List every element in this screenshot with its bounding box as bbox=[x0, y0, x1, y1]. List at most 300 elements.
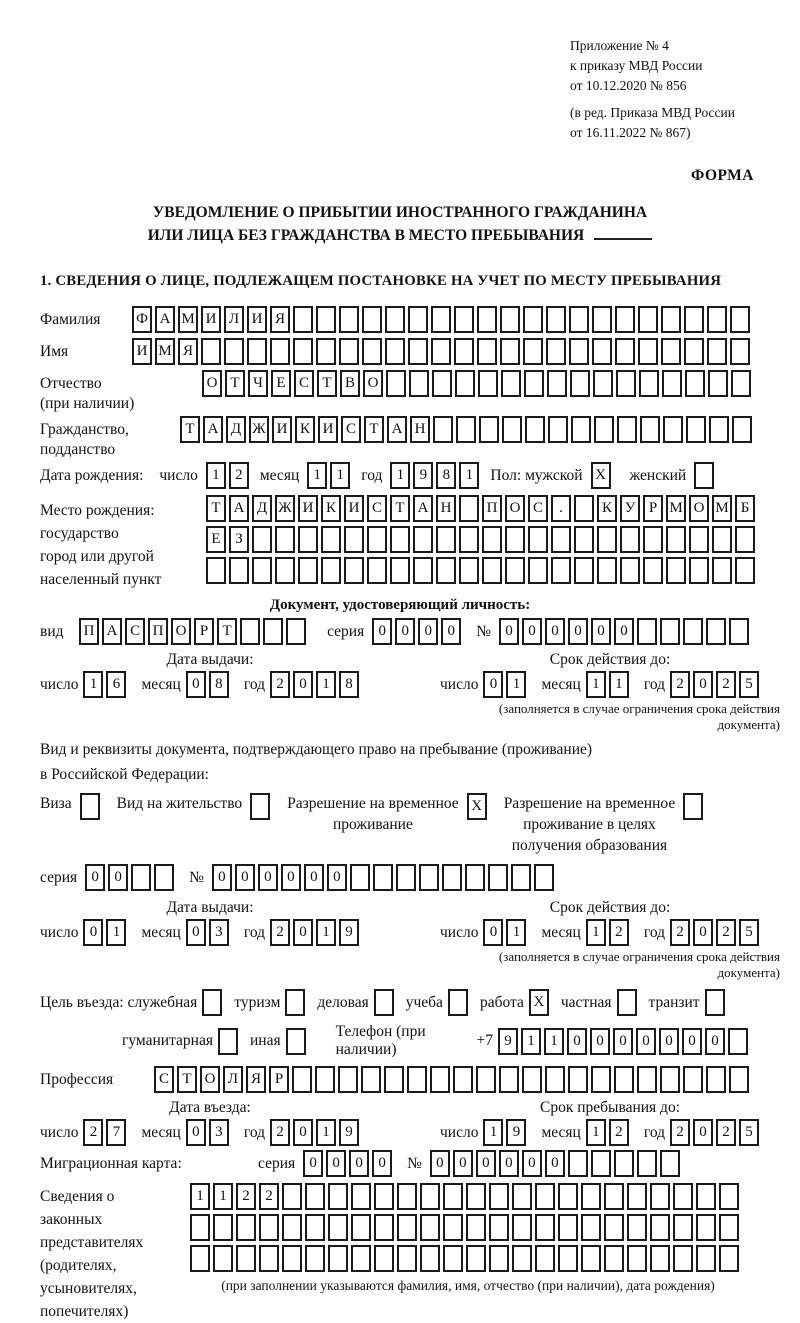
char-box[interactable]: 0 bbox=[326, 1150, 346, 1177]
char-box[interactable] bbox=[321, 557, 341, 584]
char-box[interactable] bbox=[673, 1183, 693, 1210]
char-box[interactable] bbox=[443, 1245, 463, 1272]
char-box[interactable] bbox=[639, 370, 659, 397]
char-box[interactable] bbox=[482, 526, 502, 553]
char-box[interactable] bbox=[315, 1066, 335, 1093]
char-box[interactable] bbox=[571, 416, 591, 443]
char-box[interactable] bbox=[719, 1245, 739, 1272]
char-box[interactable]: Д bbox=[226, 416, 246, 443]
char-box[interactable] bbox=[707, 306, 727, 333]
char-box[interactable]: 1 bbox=[609, 671, 629, 698]
char-box[interactable]: И bbox=[201, 306, 221, 333]
char-box[interactable] bbox=[454, 306, 474, 333]
char-box[interactable] bbox=[316, 338, 336, 365]
char-box[interactable]: 0 bbox=[293, 919, 313, 946]
char-box[interactable]: А bbox=[413, 495, 433, 522]
char-box[interactable] bbox=[263, 618, 283, 645]
char-box[interactable]: 2 bbox=[670, 919, 690, 946]
char-box[interactable]: 9 bbox=[506, 1119, 526, 1146]
char-box[interactable] bbox=[662, 370, 682, 397]
char-box[interactable] bbox=[282, 1214, 302, 1241]
char-box[interactable]: 0 bbox=[186, 1119, 206, 1146]
char-box[interactable] bbox=[643, 557, 663, 584]
char-box[interactable] bbox=[569, 306, 589, 333]
char-box[interactable] bbox=[430, 1066, 450, 1093]
char-box[interactable] bbox=[535, 1214, 555, 1241]
char-box[interactable]: 2 bbox=[236, 1183, 256, 1210]
char-box[interactable] bbox=[293, 338, 313, 365]
char-box[interactable]: 2 bbox=[270, 919, 290, 946]
char-box[interactable]: Р bbox=[194, 618, 214, 645]
char-box[interactable]: И bbox=[272, 416, 292, 443]
char-box[interactable]: 0 bbox=[304, 864, 324, 891]
char-box[interactable] bbox=[385, 306, 405, 333]
char-box[interactable] bbox=[604, 1183, 624, 1210]
char-box[interactable] bbox=[705, 989, 725, 1016]
char-box[interactable]: 0 bbox=[441, 618, 461, 645]
char-box[interactable] bbox=[617, 989, 637, 1016]
char-box[interactable] bbox=[689, 526, 709, 553]
char-box[interactable] bbox=[666, 526, 686, 553]
char-box[interactable] bbox=[431, 338, 451, 365]
char-box[interactable] bbox=[597, 526, 617, 553]
char-box[interactable] bbox=[696, 1245, 716, 1272]
char-box[interactable] bbox=[528, 557, 548, 584]
char-box[interactable] bbox=[673, 1214, 693, 1241]
char-box[interactable] bbox=[592, 338, 612, 365]
char-box[interactable] bbox=[282, 1183, 302, 1210]
char-box[interactable]: 0 bbox=[545, 1150, 565, 1177]
char-box[interactable]: С bbox=[528, 495, 548, 522]
char-box[interactable]: 0 bbox=[483, 671, 503, 698]
char-box[interactable] bbox=[660, 1150, 680, 1177]
char-box[interactable] bbox=[546, 338, 566, 365]
char-box[interactable] bbox=[350, 864, 370, 891]
char-box[interactable]: 1 bbox=[506, 671, 526, 698]
char-box[interactable]: 0 bbox=[636, 1028, 656, 1055]
char-box[interactable] bbox=[574, 526, 594, 553]
char-box[interactable]: М bbox=[712, 495, 732, 522]
char-box[interactable] bbox=[660, 1066, 680, 1093]
char-box[interactable] bbox=[500, 338, 520, 365]
char-box[interactable]: Я bbox=[246, 1066, 266, 1093]
char-box[interactable] bbox=[650, 1214, 670, 1241]
char-box[interactable]: С bbox=[125, 618, 145, 645]
char-box[interactable]: 5 bbox=[739, 1119, 759, 1146]
char-box[interactable]: А bbox=[102, 618, 122, 645]
char-box[interactable] bbox=[397, 1214, 417, 1241]
char-box[interactable] bbox=[522, 1066, 542, 1093]
char-box[interactable]: 2 bbox=[229, 462, 249, 489]
char-box[interactable]: О bbox=[363, 370, 383, 397]
char-box[interactable] bbox=[685, 370, 705, 397]
char-box[interactable] bbox=[339, 306, 359, 333]
char-box[interactable] bbox=[270, 338, 290, 365]
char-box[interactable] bbox=[696, 1183, 716, 1210]
char-box[interactable]: 0 bbox=[568, 618, 588, 645]
char-box[interactable]: 1 bbox=[316, 919, 336, 946]
char-box[interactable] bbox=[592, 306, 612, 333]
char-box[interactable]: Ф bbox=[132, 306, 152, 333]
char-box[interactable] bbox=[367, 526, 387, 553]
char-box[interactable] bbox=[432, 370, 452, 397]
char-box[interactable]: Д bbox=[252, 495, 272, 522]
char-box[interactable] bbox=[252, 557, 272, 584]
char-box[interactable] bbox=[500, 306, 520, 333]
char-box[interactable] bbox=[706, 618, 726, 645]
char-box[interactable]: Т bbox=[317, 370, 337, 397]
char-box[interactable]: 1 bbox=[390, 462, 410, 489]
char-box[interactable] bbox=[604, 1245, 624, 1272]
char-box[interactable] bbox=[305, 1245, 325, 1272]
char-box[interactable] bbox=[535, 1183, 555, 1210]
char-box[interactable] bbox=[614, 1150, 634, 1177]
char-box[interactable] bbox=[617, 416, 637, 443]
char-box[interactable] bbox=[574, 557, 594, 584]
char-box[interactable]: Т bbox=[390, 495, 410, 522]
char-box[interactable]: Ж bbox=[275, 495, 295, 522]
char-box[interactable]: 0 bbox=[235, 864, 255, 891]
char-box[interactable]: 0 bbox=[258, 864, 278, 891]
char-box[interactable]: 0 bbox=[293, 671, 313, 698]
char-box[interactable]: 1 bbox=[586, 671, 606, 698]
char-box[interactable] bbox=[637, 1150, 657, 1177]
char-box[interactable] bbox=[478, 370, 498, 397]
char-box[interactable] bbox=[661, 338, 681, 365]
char-box[interactable] bbox=[407, 1066, 427, 1093]
char-box[interactable] bbox=[534, 864, 554, 891]
char-box[interactable]: 0 bbox=[83, 919, 103, 946]
char-box[interactable] bbox=[443, 1214, 463, 1241]
char-box[interactable] bbox=[252, 526, 272, 553]
char-box[interactable]: С bbox=[154, 1066, 174, 1093]
char-box[interactable] bbox=[466, 1183, 486, 1210]
char-box[interactable] bbox=[201, 338, 221, 365]
char-box[interactable]: И bbox=[318, 416, 338, 443]
char-box[interactable]: 0 bbox=[372, 618, 392, 645]
char-box[interactable] bbox=[616, 370, 636, 397]
char-box[interactable] bbox=[455, 370, 475, 397]
char-box[interactable]: . bbox=[551, 495, 571, 522]
char-box[interactable] bbox=[551, 526, 571, 553]
char-box[interactable]: 0 bbox=[705, 1028, 725, 1055]
char-box[interactable] bbox=[275, 526, 295, 553]
char-box[interactable] bbox=[413, 526, 433, 553]
char-box[interactable]: 2 bbox=[83, 1119, 103, 1146]
char-box[interactable]: О bbox=[689, 495, 709, 522]
char-box[interactable] bbox=[709, 416, 729, 443]
char-box[interactable]: Я bbox=[178, 338, 198, 365]
char-box[interactable] bbox=[524, 370, 544, 397]
char-box[interactable]: Р bbox=[269, 1066, 289, 1093]
char-box[interactable] bbox=[408, 306, 428, 333]
char-box[interactable]: И bbox=[247, 306, 267, 333]
char-box[interactable] bbox=[409, 370, 429, 397]
char-box[interactable]: 0 bbox=[591, 618, 611, 645]
char-box[interactable] bbox=[640, 416, 660, 443]
char-box[interactable] bbox=[250, 793, 270, 820]
char-box[interactable]: П bbox=[482, 495, 502, 522]
char-box[interactable] bbox=[344, 526, 364, 553]
char-box[interactable]: 2 bbox=[670, 671, 690, 698]
char-box[interactable]: 5 bbox=[739, 671, 759, 698]
char-box[interactable] bbox=[390, 557, 410, 584]
char-box[interactable] bbox=[545, 1066, 565, 1093]
char-box[interactable]: 1 bbox=[586, 1119, 606, 1146]
char-box[interactable] bbox=[374, 1183, 394, 1210]
char-box[interactable] bbox=[190, 1214, 210, 1241]
char-box[interactable]: 2 bbox=[716, 919, 736, 946]
char-box[interactable] bbox=[305, 1214, 325, 1241]
char-box[interactable] bbox=[505, 557, 525, 584]
char-box[interactable] bbox=[131, 864, 151, 891]
char-box[interactable] bbox=[620, 557, 640, 584]
char-box[interactable]: X bbox=[467, 793, 487, 820]
char-box[interactable]: 2 bbox=[716, 1119, 736, 1146]
char-box[interactable]: 1 bbox=[506, 919, 526, 946]
char-box[interactable] bbox=[361, 1066, 381, 1093]
char-box[interactable]: 0 bbox=[372, 1150, 392, 1177]
char-box[interactable] bbox=[627, 1183, 647, 1210]
char-box[interactable] bbox=[80, 793, 100, 820]
char-box[interactable]: 0 bbox=[418, 618, 438, 645]
char-box[interactable] bbox=[190, 1245, 210, 1272]
char-box[interactable]: Б bbox=[735, 495, 755, 522]
char-box[interactable] bbox=[338, 1066, 358, 1093]
char-box[interactable] bbox=[650, 1183, 670, 1210]
char-box[interactable]: О bbox=[171, 618, 191, 645]
char-box[interactable]: 0 bbox=[349, 1150, 369, 1177]
char-box[interactable]: 9 bbox=[413, 462, 433, 489]
char-box[interactable]: С bbox=[367, 495, 387, 522]
char-box[interactable] bbox=[459, 526, 479, 553]
char-box[interactable] bbox=[548, 416, 568, 443]
char-box[interactable] bbox=[436, 557, 456, 584]
char-box[interactable] bbox=[732, 416, 752, 443]
char-box[interactable]: 1 bbox=[190, 1183, 210, 1210]
char-box[interactable]: 8 bbox=[209, 671, 229, 698]
char-box[interactable] bbox=[637, 618, 657, 645]
char-box[interactable] bbox=[615, 306, 635, 333]
char-box[interactable] bbox=[568, 1066, 588, 1093]
char-box[interactable] bbox=[362, 306, 382, 333]
char-box[interactable]: 0 bbox=[186, 671, 206, 698]
char-box[interactable] bbox=[729, 618, 749, 645]
char-box[interactable] bbox=[292, 1066, 312, 1093]
char-box[interactable] bbox=[643, 526, 663, 553]
char-box[interactable]: О bbox=[505, 495, 525, 522]
char-box[interactable]: 0 bbox=[522, 618, 542, 645]
char-box[interactable] bbox=[413, 557, 433, 584]
char-box[interactable] bbox=[431, 306, 451, 333]
char-box[interactable]: 1 bbox=[483, 1119, 503, 1146]
char-box[interactable] bbox=[735, 557, 755, 584]
char-box[interactable] bbox=[466, 1214, 486, 1241]
char-box[interactable]: 0 bbox=[590, 1028, 610, 1055]
char-box[interactable]: К bbox=[295, 416, 315, 443]
char-box[interactable] bbox=[236, 1214, 256, 1241]
char-box[interactable] bbox=[408, 338, 428, 365]
char-box[interactable] bbox=[512, 1245, 532, 1272]
char-box[interactable] bbox=[569, 338, 589, 365]
char-box[interactable]: 0 bbox=[395, 618, 415, 645]
char-box[interactable] bbox=[482, 557, 502, 584]
char-box[interactable] bbox=[614, 1066, 634, 1093]
char-box[interactable]: X bbox=[529, 989, 549, 1016]
char-box[interactable]: 1 bbox=[213, 1183, 233, 1210]
char-box[interactable] bbox=[528, 526, 548, 553]
char-box[interactable]: Т bbox=[177, 1066, 197, 1093]
char-box[interactable]: И bbox=[298, 495, 318, 522]
char-box[interactable] bbox=[397, 1245, 417, 1272]
char-box[interactable]: X bbox=[591, 462, 611, 489]
char-box[interactable] bbox=[728, 1028, 748, 1055]
char-box[interactable]: Ч bbox=[248, 370, 268, 397]
char-box[interactable]: С bbox=[341, 416, 361, 443]
char-box[interactable] bbox=[351, 1245, 371, 1272]
char-box[interactable]: 0 bbox=[659, 1028, 679, 1055]
char-box[interactable] bbox=[420, 1245, 440, 1272]
char-box[interactable]: 0 bbox=[613, 1028, 633, 1055]
char-box[interactable] bbox=[707, 338, 727, 365]
char-box[interactable]: Е bbox=[206, 526, 226, 553]
char-box[interactable] bbox=[459, 557, 479, 584]
char-box[interactable] bbox=[298, 557, 318, 584]
char-box[interactable]: 0 bbox=[303, 1150, 323, 1177]
char-box[interactable] bbox=[362, 338, 382, 365]
char-box[interactable]: 1 bbox=[206, 462, 226, 489]
char-box[interactable] bbox=[373, 864, 393, 891]
char-box[interactable] bbox=[638, 306, 658, 333]
char-box[interactable] bbox=[525, 416, 545, 443]
char-box[interactable]: П bbox=[79, 618, 99, 645]
char-box[interactable] bbox=[666, 557, 686, 584]
char-box[interactable]: 0 bbox=[212, 864, 232, 891]
char-box[interactable] bbox=[298, 526, 318, 553]
char-box[interactable] bbox=[558, 1183, 578, 1210]
char-box[interactable]: К bbox=[321, 495, 341, 522]
char-box[interactable] bbox=[247, 338, 267, 365]
char-box[interactable] bbox=[443, 1183, 463, 1210]
char-box[interactable] bbox=[489, 1183, 509, 1210]
char-box[interactable]: М bbox=[155, 338, 175, 365]
char-box[interactable] bbox=[731, 370, 751, 397]
char-box[interactable] bbox=[615, 338, 635, 365]
char-box[interactable]: Т bbox=[364, 416, 384, 443]
char-box[interactable] bbox=[456, 416, 476, 443]
char-box[interactable] bbox=[501, 370, 521, 397]
char-box[interactable]: О bbox=[202, 370, 222, 397]
char-box[interactable] bbox=[694, 462, 714, 489]
char-box[interactable]: Т bbox=[225, 370, 245, 397]
char-box[interactable] bbox=[489, 1245, 509, 1272]
char-box[interactable] bbox=[719, 1183, 739, 1210]
char-box[interactable] bbox=[351, 1183, 371, 1210]
char-box[interactable]: 0 bbox=[682, 1028, 702, 1055]
char-box[interactable]: 8 bbox=[339, 671, 359, 698]
char-box[interactable]: 3 bbox=[209, 919, 229, 946]
char-box[interactable] bbox=[224, 338, 244, 365]
char-box[interactable] bbox=[293, 306, 313, 333]
char-box[interactable] bbox=[581, 1245, 601, 1272]
char-box[interactable]: 0 bbox=[567, 1028, 587, 1055]
char-box[interactable] bbox=[466, 1245, 486, 1272]
char-box[interactable]: Т bbox=[180, 416, 200, 443]
char-box[interactable] bbox=[581, 1214, 601, 1241]
char-box[interactable]: И bbox=[132, 338, 152, 365]
char-box[interactable]: 1 bbox=[544, 1028, 564, 1055]
char-box[interactable] bbox=[229, 557, 249, 584]
char-box[interactable] bbox=[202, 989, 222, 1016]
char-box[interactable] bbox=[477, 306, 497, 333]
char-box[interactable] bbox=[627, 1245, 647, 1272]
char-box[interactable] bbox=[328, 1183, 348, 1210]
char-box[interactable] bbox=[420, 1183, 440, 1210]
char-box[interactable] bbox=[328, 1245, 348, 1272]
char-box[interactable] bbox=[735, 526, 755, 553]
char-box[interactable] bbox=[384, 1066, 404, 1093]
char-box[interactable]: И bbox=[344, 495, 364, 522]
char-box[interactable]: А bbox=[229, 495, 249, 522]
char-box[interactable] bbox=[488, 864, 508, 891]
char-box[interactable]: 2 bbox=[259, 1183, 279, 1210]
char-box[interactable]: А bbox=[387, 416, 407, 443]
char-box[interactable] bbox=[154, 864, 174, 891]
char-box[interactable] bbox=[570, 370, 590, 397]
char-box[interactable] bbox=[477, 338, 497, 365]
char-box[interactable]: Е bbox=[271, 370, 291, 397]
char-box[interactable]: У bbox=[620, 495, 640, 522]
char-box[interactable] bbox=[479, 416, 499, 443]
char-box[interactable] bbox=[285, 989, 305, 1016]
char-box[interactable] bbox=[259, 1214, 279, 1241]
char-box[interactable] bbox=[476, 1066, 496, 1093]
char-box[interactable]: 2 bbox=[716, 671, 736, 698]
char-box[interactable]: А bbox=[203, 416, 223, 443]
char-box[interactable]: 0 bbox=[499, 1150, 519, 1177]
char-box[interactable]: 2 bbox=[270, 1119, 290, 1146]
char-box[interactable]: 0 bbox=[476, 1150, 496, 1177]
char-box[interactable] bbox=[328, 1214, 348, 1241]
char-box[interactable] bbox=[712, 557, 732, 584]
char-box[interactable]: 1 bbox=[521, 1028, 541, 1055]
char-box[interactable]: П bbox=[148, 618, 168, 645]
char-box[interactable]: 8 bbox=[436, 462, 456, 489]
char-box[interactable] bbox=[351, 1214, 371, 1241]
char-box[interactable] bbox=[706, 1066, 726, 1093]
char-box[interactable] bbox=[558, 1245, 578, 1272]
char-box[interactable] bbox=[547, 370, 567, 397]
char-box[interactable] bbox=[620, 526, 640, 553]
char-box[interactable]: Я bbox=[270, 306, 290, 333]
char-box[interactable] bbox=[551, 557, 571, 584]
char-box[interactable] bbox=[206, 557, 226, 584]
char-box[interactable] bbox=[436, 526, 456, 553]
char-box[interactable] bbox=[661, 306, 681, 333]
char-box[interactable] bbox=[453, 1066, 473, 1093]
char-box[interactable] bbox=[673, 1245, 693, 1272]
char-box[interactable]: О bbox=[200, 1066, 220, 1093]
char-box[interactable] bbox=[712, 526, 732, 553]
char-box[interactable]: Р bbox=[643, 495, 663, 522]
char-box[interactable] bbox=[683, 618, 703, 645]
char-box[interactable] bbox=[512, 1214, 532, 1241]
char-box[interactable] bbox=[597, 557, 617, 584]
char-box[interactable] bbox=[286, 1028, 306, 1055]
char-box[interactable] bbox=[489, 1214, 509, 1241]
char-box[interactable] bbox=[683, 1066, 703, 1093]
char-box[interactable] bbox=[433, 416, 453, 443]
